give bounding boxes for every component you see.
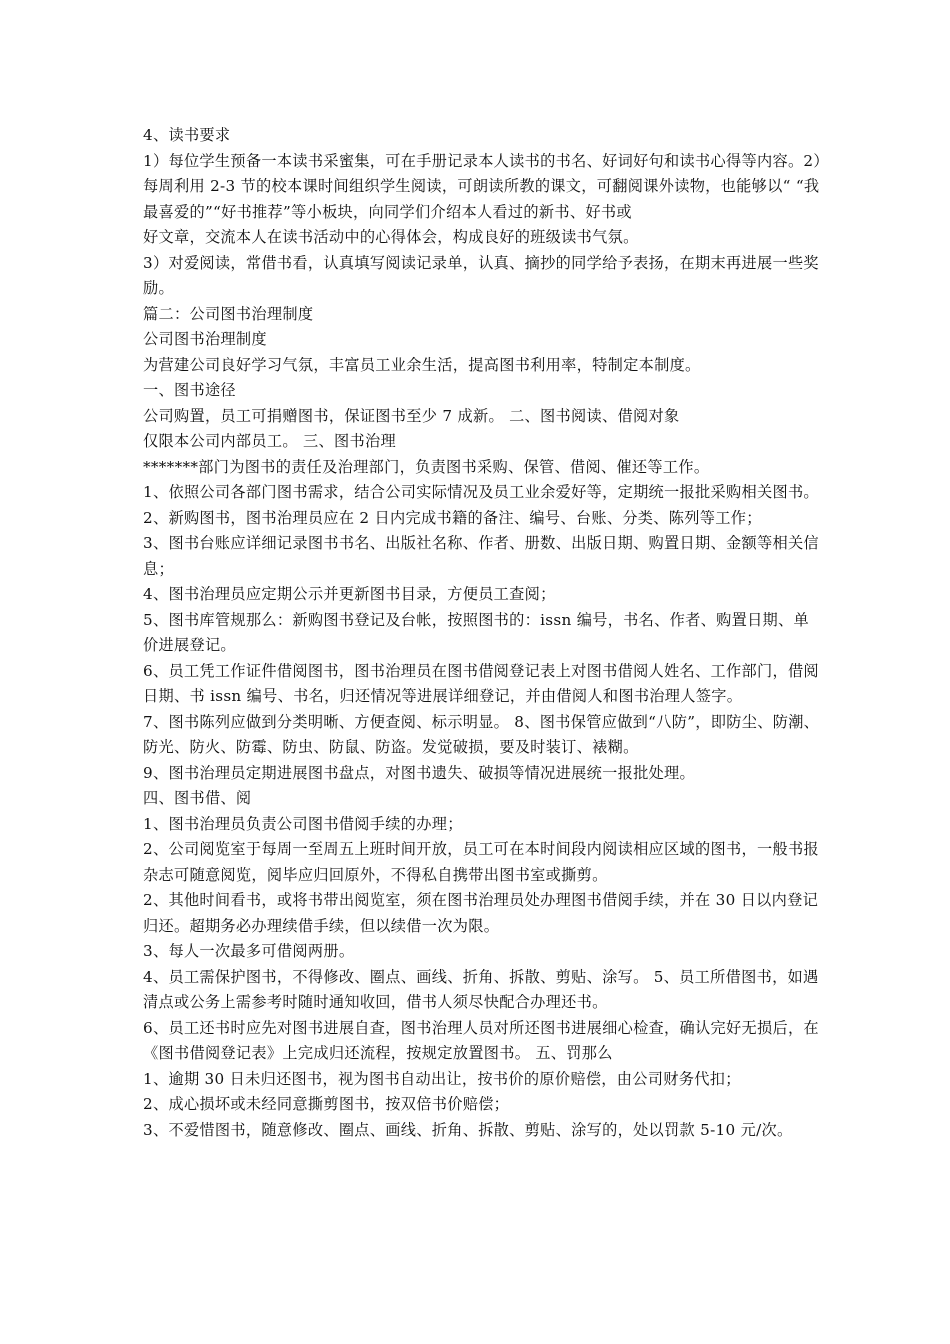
section-heading: 四、图书借、阅 bbox=[143, 789, 252, 807]
section-heading: 篇二：公司图书治理制度 bbox=[143, 304, 314, 323]
list-item: 1、图书治理员负责公司图书借阅手续的办理； bbox=[143, 814, 463, 833]
list-item: 3、每人一次最多可借阅两册。 bbox=[143, 942, 355, 960]
document-body bbox=[143, 123, 823, 1143]
list-item: 2、公司阅览室于每周一至周五上班时间开放，员工可在本时间段内阅读相应区域的图书，一般书报杂志可随意阅览，阅毕应归回原外，不得私自携带出图书室或撕剪。 bbox=[143, 840, 819, 884]
list-item: 4、图书治理员应定期公示并更新图书目录，方便员工查阅； bbox=[143, 585, 556, 603]
list-item: 3、不爱惜图书，随意修改、圈点、画线、折角、拆散、剪贴、涂写的，处以罚款 5-10 元/次。 bbox=[143, 1120, 793, 1139]
list-item: 2、其他时间看书，或将书带出阅览室，须在图书治理员处办理图书借阅手续，并在 30 日以内登记归还。超期务必办理续借手续，但以续借一次为限。 bbox=[143, 891, 819, 935]
paragraph: 3）对爱阅读，常借书看，认真填写阅读记录单，认真、摘抄的同学给予表扬，在期末再进展一些奖励。 bbox=[143, 253, 819, 297]
document-title: 公司图书治理制度 bbox=[143, 330, 267, 348]
list-item: 7、图书陈列应做到分类明晰、方便查阅、标示明显。 8、图书保管应做到“八防”，即防尘、防潮、防光、防火、防霉、防虫、防鼠、防盗。发觉破损，要及时装订、裱糊。 bbox=[143, 712, 820, 756]
list-item: 2、成心损坏或未经同意撕剪图书，按双倍书价赔偿； bbox=[143, 1095, 510, 1113]
paragraph: 仅限本公司内部员工。 三、图书治理 bbox=[143, 432, 396, 450]
section-heading: 一、图书途径 bbox=[143, 381, 236, 399]
list-item: 5、图书库管规那么：新购图书登记及台帐，按照图书的：issn 编号，书名、作者、购置日期、单价进展登记。 bbox=[143, 610, 810, 654]
list-item: 1、依照公司各部门图书需求，结合公司实际情况及员工业余爱好等，定期统一报批采购相关图书。 bbox=[143, 483, 819, 501]
list-item: 1、逾期 30 日未归还图书，视为图书自动出让，按书价的原价赔偿，由公司财务代扣； bbox=[143, 1069, 741, 1088]
list-item: 6、员工还书时应先对图书进展自查，图书治理人员对所还图书进展细心检查，确认完好无损后，在《图书借阅登记表》上完成归还流程，按规定放置图书。 五、罚那么 bbox=[143, 1018, 819, 1062]
list-item: 4、员工需保护图书，不得修改、圈点、画线、折角、拆散、剪贴、涂写。 5、员工所借图书，如遇清点或公务上需参考时随时通知收回，借书人须尽快配合办理还书。 bbox=[143, 967, 819, 1011]
paragraph: 为营建公司良好学习气氛，丰富员工业余生活，提高图书利用率，特制定本制度。 bbox=[143, 355, 701, 374]
paragraph: *******部门为图书的责任及治理部门，负责图书采购、保管、借阅、催还等工作。 bbox=[143, 457, 710, 476]
list-item: 2、新购图书，图书治理员应在 2 日内完成书籍的备注、编号、台账、分类、陈列等工作； bbox=[143, 508, 762, 527]
paragraph: 1）每位学生预备一本读书采蜜集，可在手册记录本人读书的书名、好词好句和读书心得等内容。2）每周利用 2-3 节的校本课时间组织学生阅读，可朗读所教的课文，可翻阅课外读物，也能够以“ “我最喜爱的”“好书推荐”等小板块，向同学们介绍本人看过的新书、好书或 bbox=[143, 151, 822, 221]
list-item: 3、图书台账应详细记录图书书名、出版社名称、作者、册数、出版日期、购置日期、金额等相关信息； bbox=[143, 534, 819, 578]
paragraph: 4、读书要求 bbox=[143, 126, 231, 144]
list-item: 9、图书治理员定期进展图书盘点，对图书遗失、破损等情况进展统一报批处理。 bbox=[143, 763, 696, 782]
list-item: 6、员工凭工作证件借阅图书，图书治理员在图书借阅登记表上对图书借阅人姓名、工作部门，借阅日期、书 issn 编号、书名，归还情况等进展详细登记，并由借阅人和图书治理人签字。 bbox=[143, 661, 819, 705]
paragraph: 公司购置，员工可捐赠图书，保证图书至少 7 成新。 二、图书阅读、借阅对象 bbox=[143, 406, 680, 425]
paragraph: 好文章，交流本人在读书活动中的心得体会，构成良好的班级读书气氛。 bbox=[143, 228, 639, 246]
